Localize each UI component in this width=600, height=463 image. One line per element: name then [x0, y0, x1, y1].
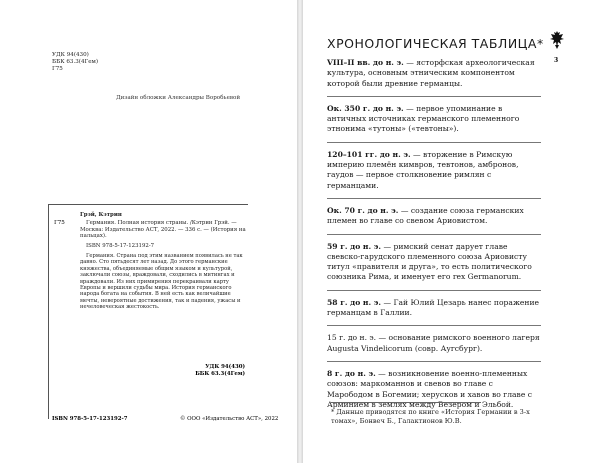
bbk-line-bottom: ББК 63.3(4Гем) [195, 370, 245, 377]
eagle-emblem-icon [549, 30, 565, 50]
right-page [303, 0, 600, 463]
entry-divider [327, 234, 541, 235]
entry-text: — первое упоминание в античных источниках германского племенного этнонима «тутоны» («тевтоны»). [327, 103, 520, 134]
catalog-code: Г75 [54, 220, 65, 226]
catalog-code-line: Г75 [52, 66, 63, 72]
entry-divider [327, 325, 541, 326]
entry-date: Ок. 70 г. до н. э. [327, 205, 399, 215]
chronology-list [327, 58, 541, 410]
entry-text: — ясторфская археологическая культура, основным этническим компонентом которой были древние германцы. [327, 58, 535, 88]
footnote-rule [331, 402, 481, 403]
udc-line-bottom: УДК 94(430) [205, 364, 245, 370]
udc-block-bottom [195, 364, 245, 377]
entry-date: Ок. 350 г. до н. э. [327, 103, 404, 113]
entry-text: — возникновение военно-племенных союзов: маркоманнов и свевов во главе с Марободом в Богемии; херусков и хавов во главе с Арминием в землях между Везером и Эльбой. [327, 368, 532, 409]
card-isbn: ISBN 978-5-17-123192-7 [86, 243, 155, 250]
entry-divider [327, 198, 541, 199]
left-page [0, 0, 297, 463]
card-top-rule [48, 204, 248, 205]
card-description: Германия. Полная история страны. /Кэтрин Грэй. — Москва: Издательство АСТ, 2022. — 336 с. — (История на пальцах). [80, 219, 246, 240]
card-author: Грэй, Кэтрин [80, 212, 122, 218]
bbk-line: ББК 63.3(4Гем) [52, 59, 99, 65]
chronology-entry [327, 150, 541, 191]
entry-text: 15 г. до н. э. — основание римского военного лагеря Augusta Vindelicorum (совр. Аугсбург). [327, 333, 540, 353]
entry-date: 58 г. до н. э. [327, 297, 382, 307]
catalog-card [80, 212, 248, 314]
entry-date: 8 г. до н. э. [327, 368, 376, 378]
entry-divider [327, 361, 541, 362]
chronology-entry [327, 206, 541, 227]
page-number: 3 [554, 57, 559, 64]
entry-date: 120–101 гг. до н. э. [327, 149, 411, 159]
entry-divider [327, 96, 541, 97]
page-title: ХРОНОЛОГИЧЕСКАЯ ТАБЛИЦА* [327, 36, 544, 51]
entry-date: 59 г. до н. э. [327, 241, 382, 251]
chronology-entry [327, 298, 541, 319]
entry-divider [327, 142, 541, 143]
chronology-entry [327, 242, 541, 283]
entry-text: — римский сенат дарует главе свевско-гарудского племенного союза Ариовисту титул «правителя и друга», то есть политического союзника Рима, и именует его rex Germanorum. [327, 241, 532, 282]
entry-text: — вторжение в Римскую империю племён кимвров, тевтонов, амбронов, гаудов — первое столкновение римлян с германцами. [327, 149, 519, 190]
entry-date: VIII–II вв. до н. э. [327, 58, 404, 67]
entry-text: — Гай Юлий Цезарь нанес поражение германцам в Галлии. [327, 297, 540, 318]
designer-credit: Дизайн обложки Александры Воробьевой [116, 95, 241, 101]
chronology-entry [327, 58, 541, 89]
card-annotation: Германия. Страна под этим названием появилась не так давно. Сто пятьдесят лет назад. До этого германские княжества, объединяемые общим языком и культурой, заключали союзы, враждовали, сходились в митингах и враждовали. Из них примирения перекраивали карту Европы и вершили судьбы мира. История германского народа богата на события. В ней есть как величайшие мечты, невероятные достижения, так и падения, ужасы и нечеловеческая жестокость. [80, 252, 243, 311]
entry-divider [327, 290, 541, 291]
chronology-entry [327, 369, 541, 410]
chronology-entry [327, 104, 541, 135]
isbn-footer: ISBN 978-5-17-123192-7 [52, 416, 128, 422]
footnote [331, 408, 543, 425]
entry-text: — создание союза германских племен во главе со свевом Ариовистом. [327, 205, 524, 226]
udc-line: УДК 94(430) [52, 52, 89, 58]
footnote-text: * Данные приводятся по книге «История Германии в 3-х томах», Бонвеч Б., Галактионов Ю.В. [331, 408, 530, 425]
udc-block-top [52, 52, 98, 73]
copyright-footer: © ООО «Издательство АСТ», 2022 [180, 416, 279, 422]
card-left-rule [48, 204, 49, 419]
chronology-entry [327, 333, 541, 354]
